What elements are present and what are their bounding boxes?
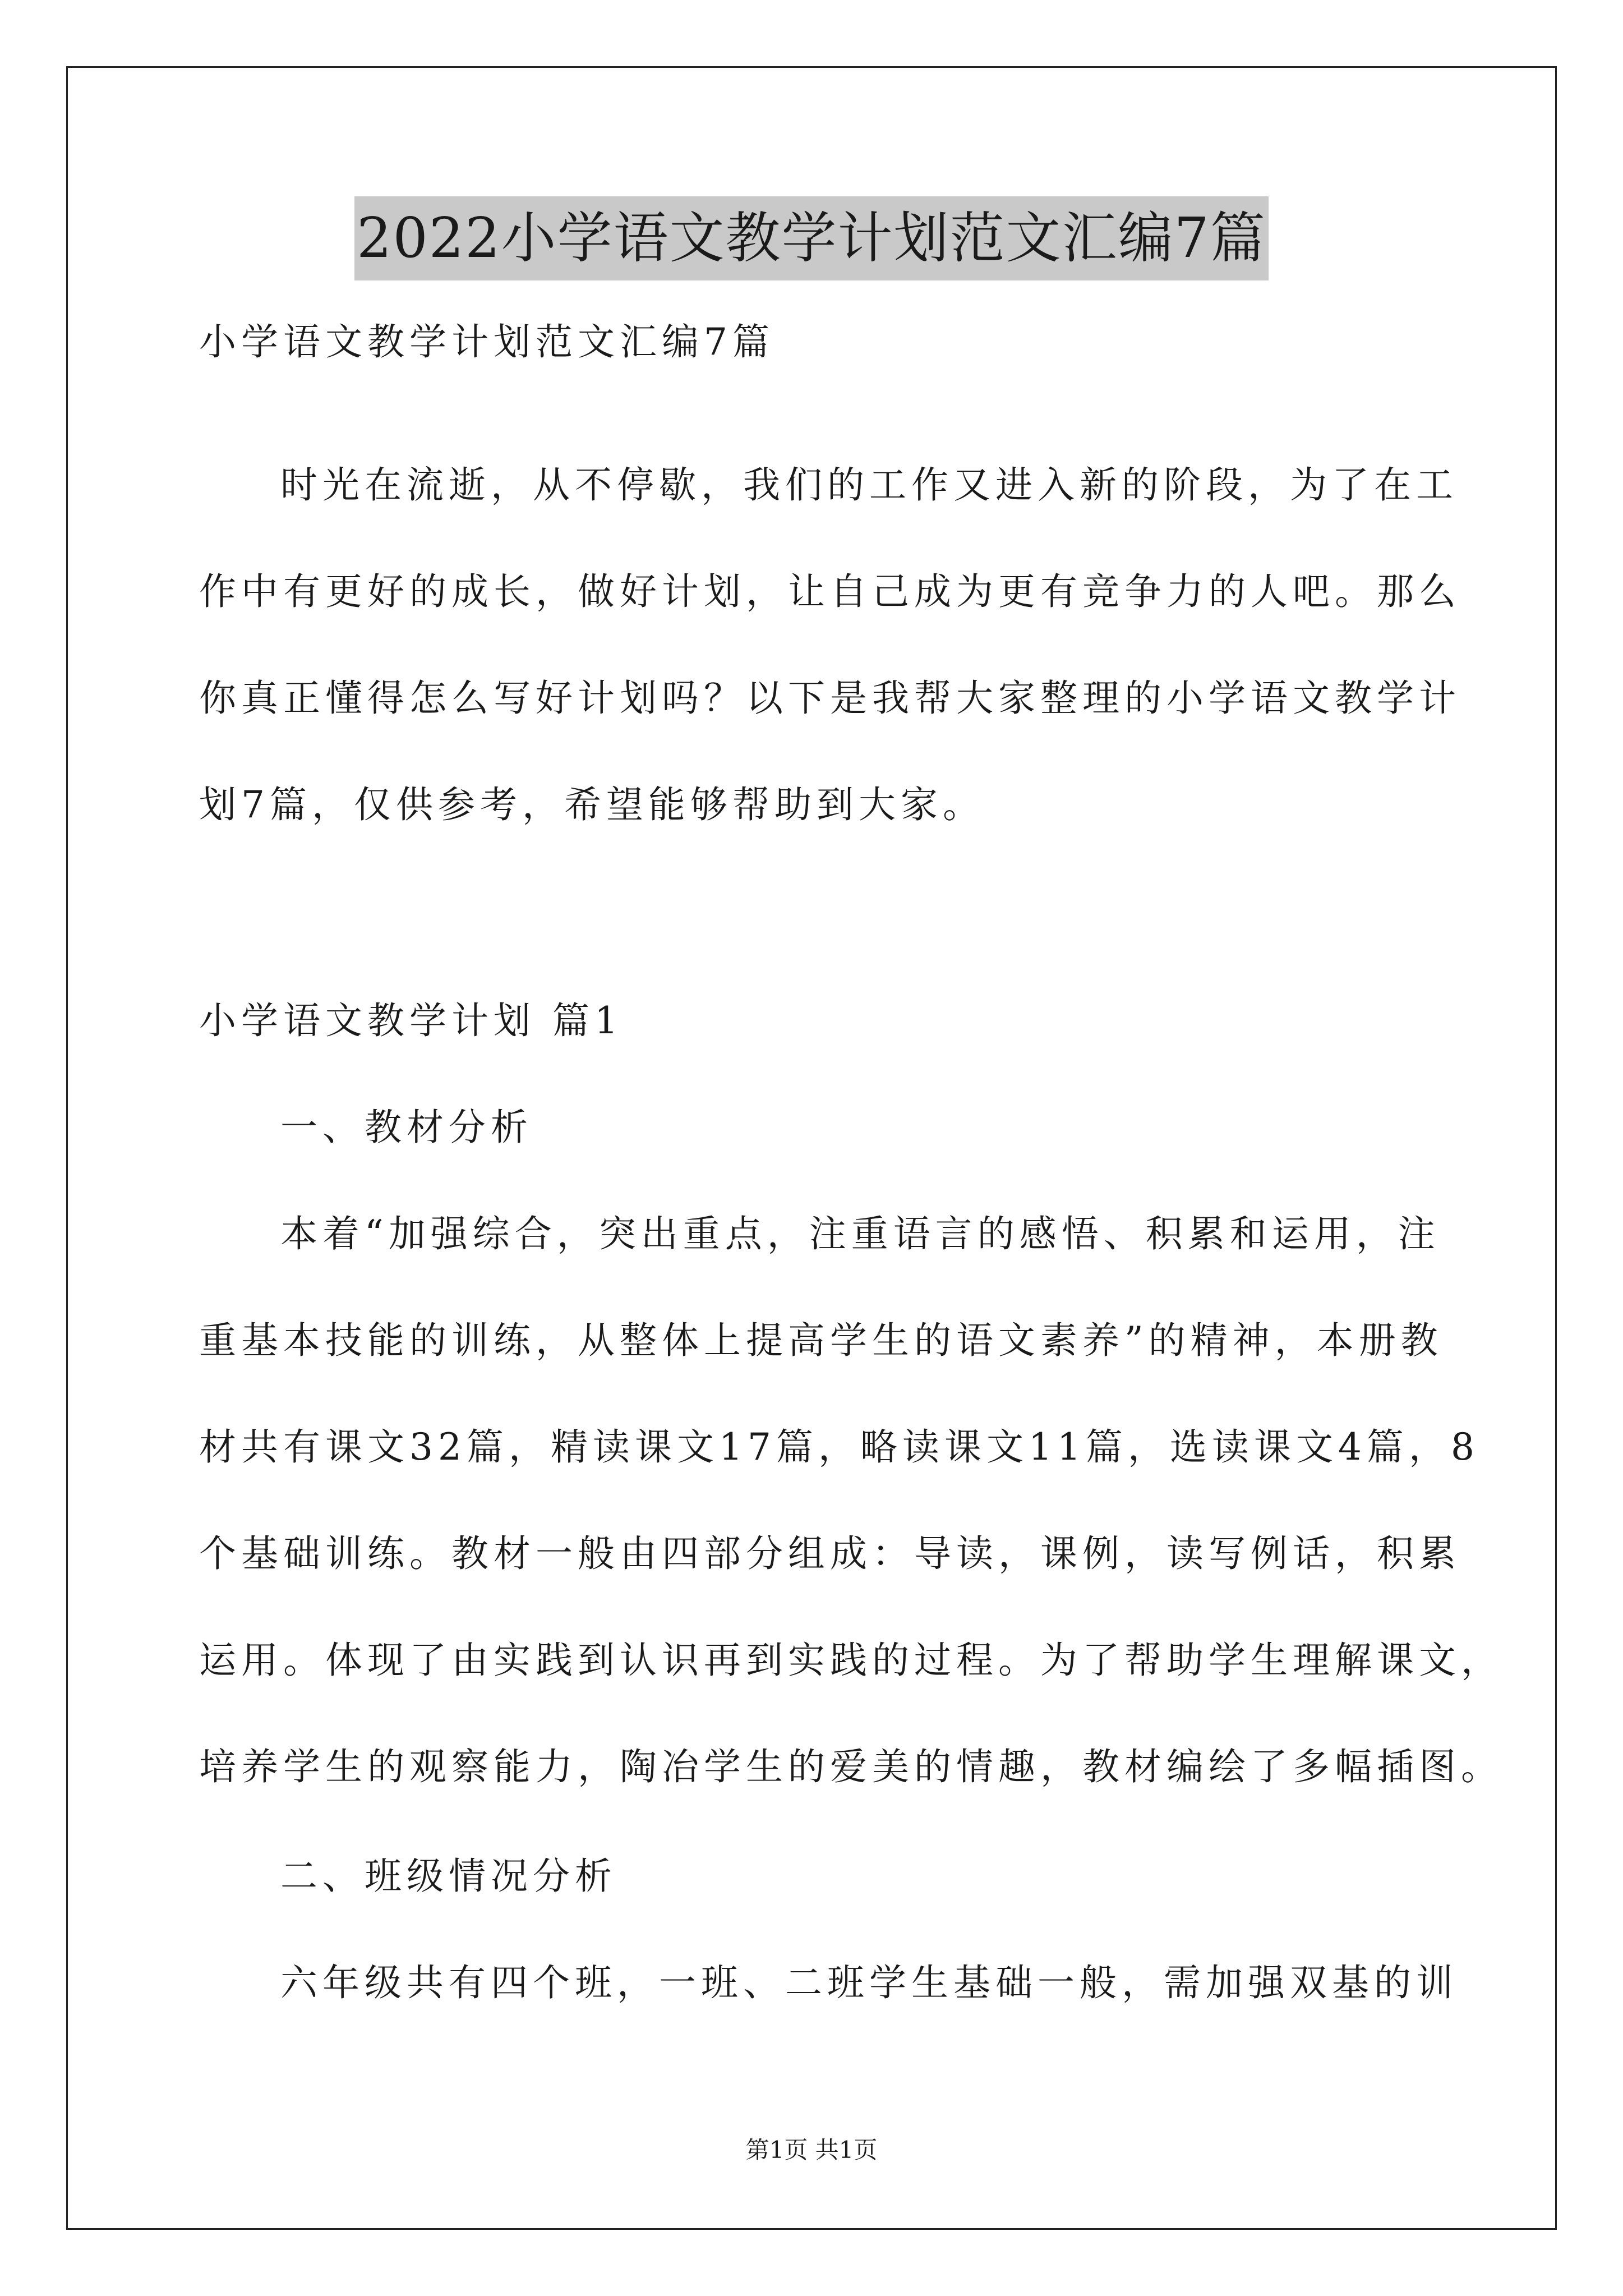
document-title: 2022小学语文教学计划范文汇编7篇 [354, 196, 1269, 280]
title-container [0, 196, 1623, 280]
part1-line-3: 材共有课文32篇，精读课文17篇，略读课文11篇，选读课文4篇，8 [199, 1425, 1479, 1469]
part2-line-1: 六年级共有四个班，一班、二班学生基础一般，需加强双基的训 [280, 1961, 1458, 2004]
section-heading: 小学语文教学计划 篇1 [199, 999, 623, 1042]
intro-line-3: 你真正懂得怎么写好计划吗？以下是我帮大家整理的小学语文教学计 [199, 677, 1461, 720]
part1-line-6: 培养学生的观察能力，陶冶学生的爱美的情趣，教材编绘了多幅插图。 [199, 1745, 1503, 1788]
page-footer: 第1页 共1页 [745, 2136, 878, 2164]
part1-heading: 一、教材分析 [280, 1106, 533, 1149]
intro-line-2: 作中有更好的成长，做好计划，让自己成为更有竞争力的人吧。那么 [199, 570, 1461, 613]
intro-line-1: 时光在流逝，从不停歇，我们的工作又进入新的阶段，为了在工 [280, 463, 1458, 507]
document-subtitle: 小学语文教学计划范文汇编7篇 [199, 320, 774, 364]
part1-line-5: 运用。体现了由实践到认识再到实践的过程。为了帮助学生理解课文， [199, 1639, 1503, 1682]
intro-line-4: 划7篇，仅供参考，希望能够帮助到大家。 [199, 783, 985, 826]
part1-line-1: 本着“加强综合，突出重点，注重语言的感悟、积累和运用，注 [280, 1212, 1440, 1255]
part2-heading: 二、班级情况分析 [280, 1855, 617, 1898]
part1-line-2: 重基本技能的训练，从整体上提高学生的语文素养”的精神，本册教 [199, 1319, 1443, 1362]
part1-line-4: 个基础训练。教材一般由四部分组成：导读，课例，读写例话，积累 [199, 1532, 1461, 1575]
